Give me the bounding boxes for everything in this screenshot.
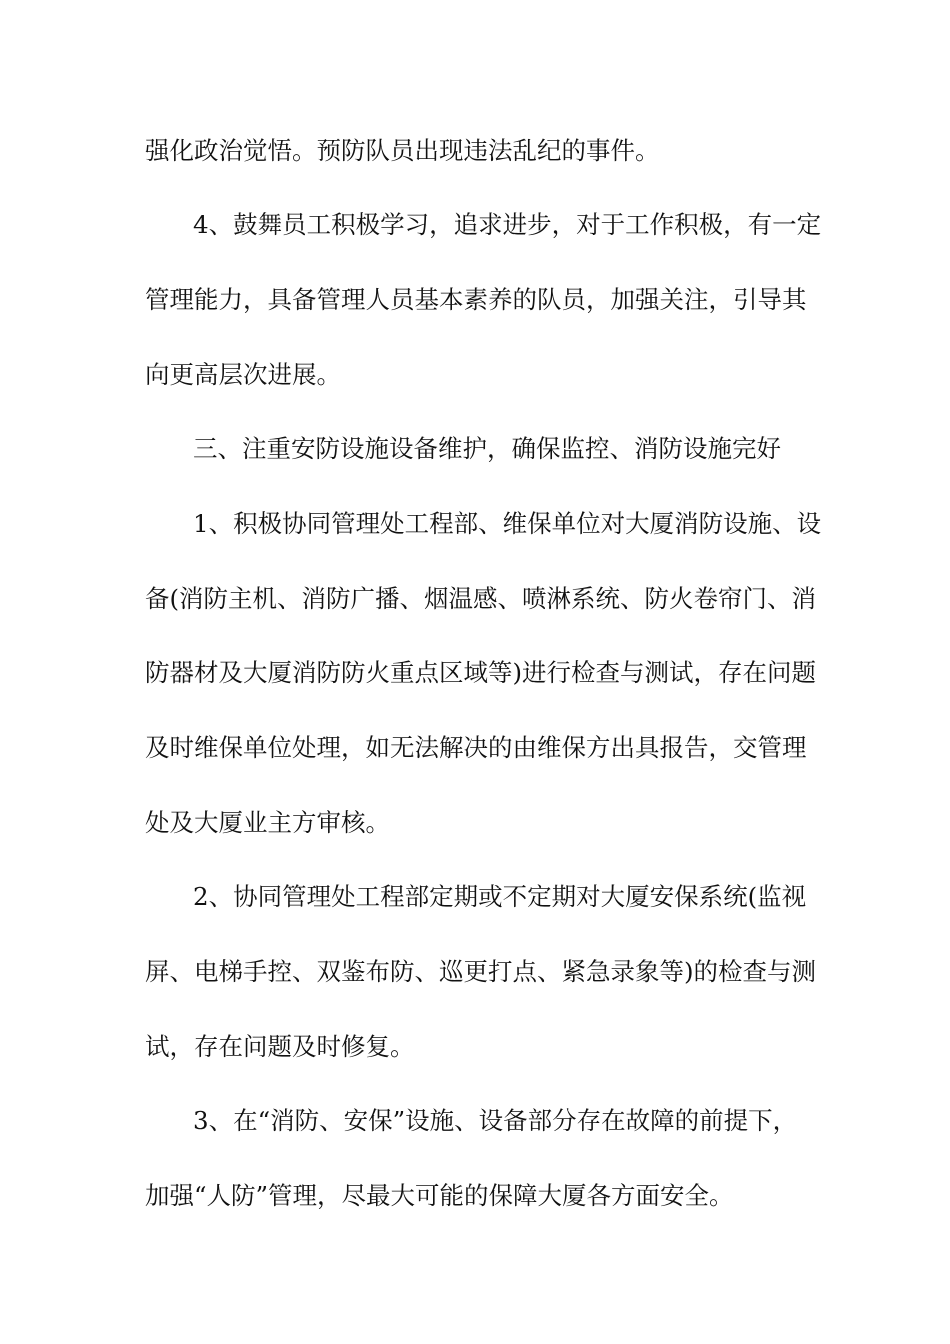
paragraph-line: 防器材及大厦消防防火重点区域等)进行检查与测试，存在问题 — [145, 658, 817, 687]
paragraph-line: 备(消防主机、消防广播、烟温感、喷淋系统、防火卷帘门、消 — [145, 584, 817, 613]
paragraph-line: 2、协同管理处工程部定期或不定期对大厦安保系统(监视 — [193, 882, 807, 911]
paragraph-line: 及时维保单位处理，如无法解决的由维保方出具报告，交管理 — [145, 733, 807, 762]
paragraph-line: 试，存在问题及时修复。 — [145, 1032, 415, 1061]
section-heading: 三、注重安防设施设备维护，确保监控、消防设施完好 — [193, 434, 781, 463]
paragraph-line: 强化政治觉悟。预防队员出现违法乱纪的事件。 — [145, 136, 660, 165]
paragraph-line: 4、鼓舞员工积极学习，追求进步，对于工作积极，有一定 — [193, 210, 822, 239]
paragraph-line: 屏、电梯手控、双鉴布防、巡更打点、紧急录象等)的检查与测 — [145, 957, 817, 986]
paragraph-line: 向更高层次进展。 — [145, 360, 341, 389]
paragraph-line: 3、在“消防、安保”设施、设备部分存在故障的前提下， — [193, 1106, 798, 1135]
paragraph-line: 处及大厦业主方审核。 — [145, 808, 390, 837]
paragraph-line: 加强“人防”管理，尽最大可能的保障大厦各方面安全。 — [145, 1181, 734, 1210]
paragraph-line: 1、积极协同管理处工程部、维保单位对大厦消防设施、设 — [193, 509, 822, 538]
paragraph-line: 管理能力，具备管理人员基本素养的队员，加强关注，引导其 — [145, 285, 807, 314]
